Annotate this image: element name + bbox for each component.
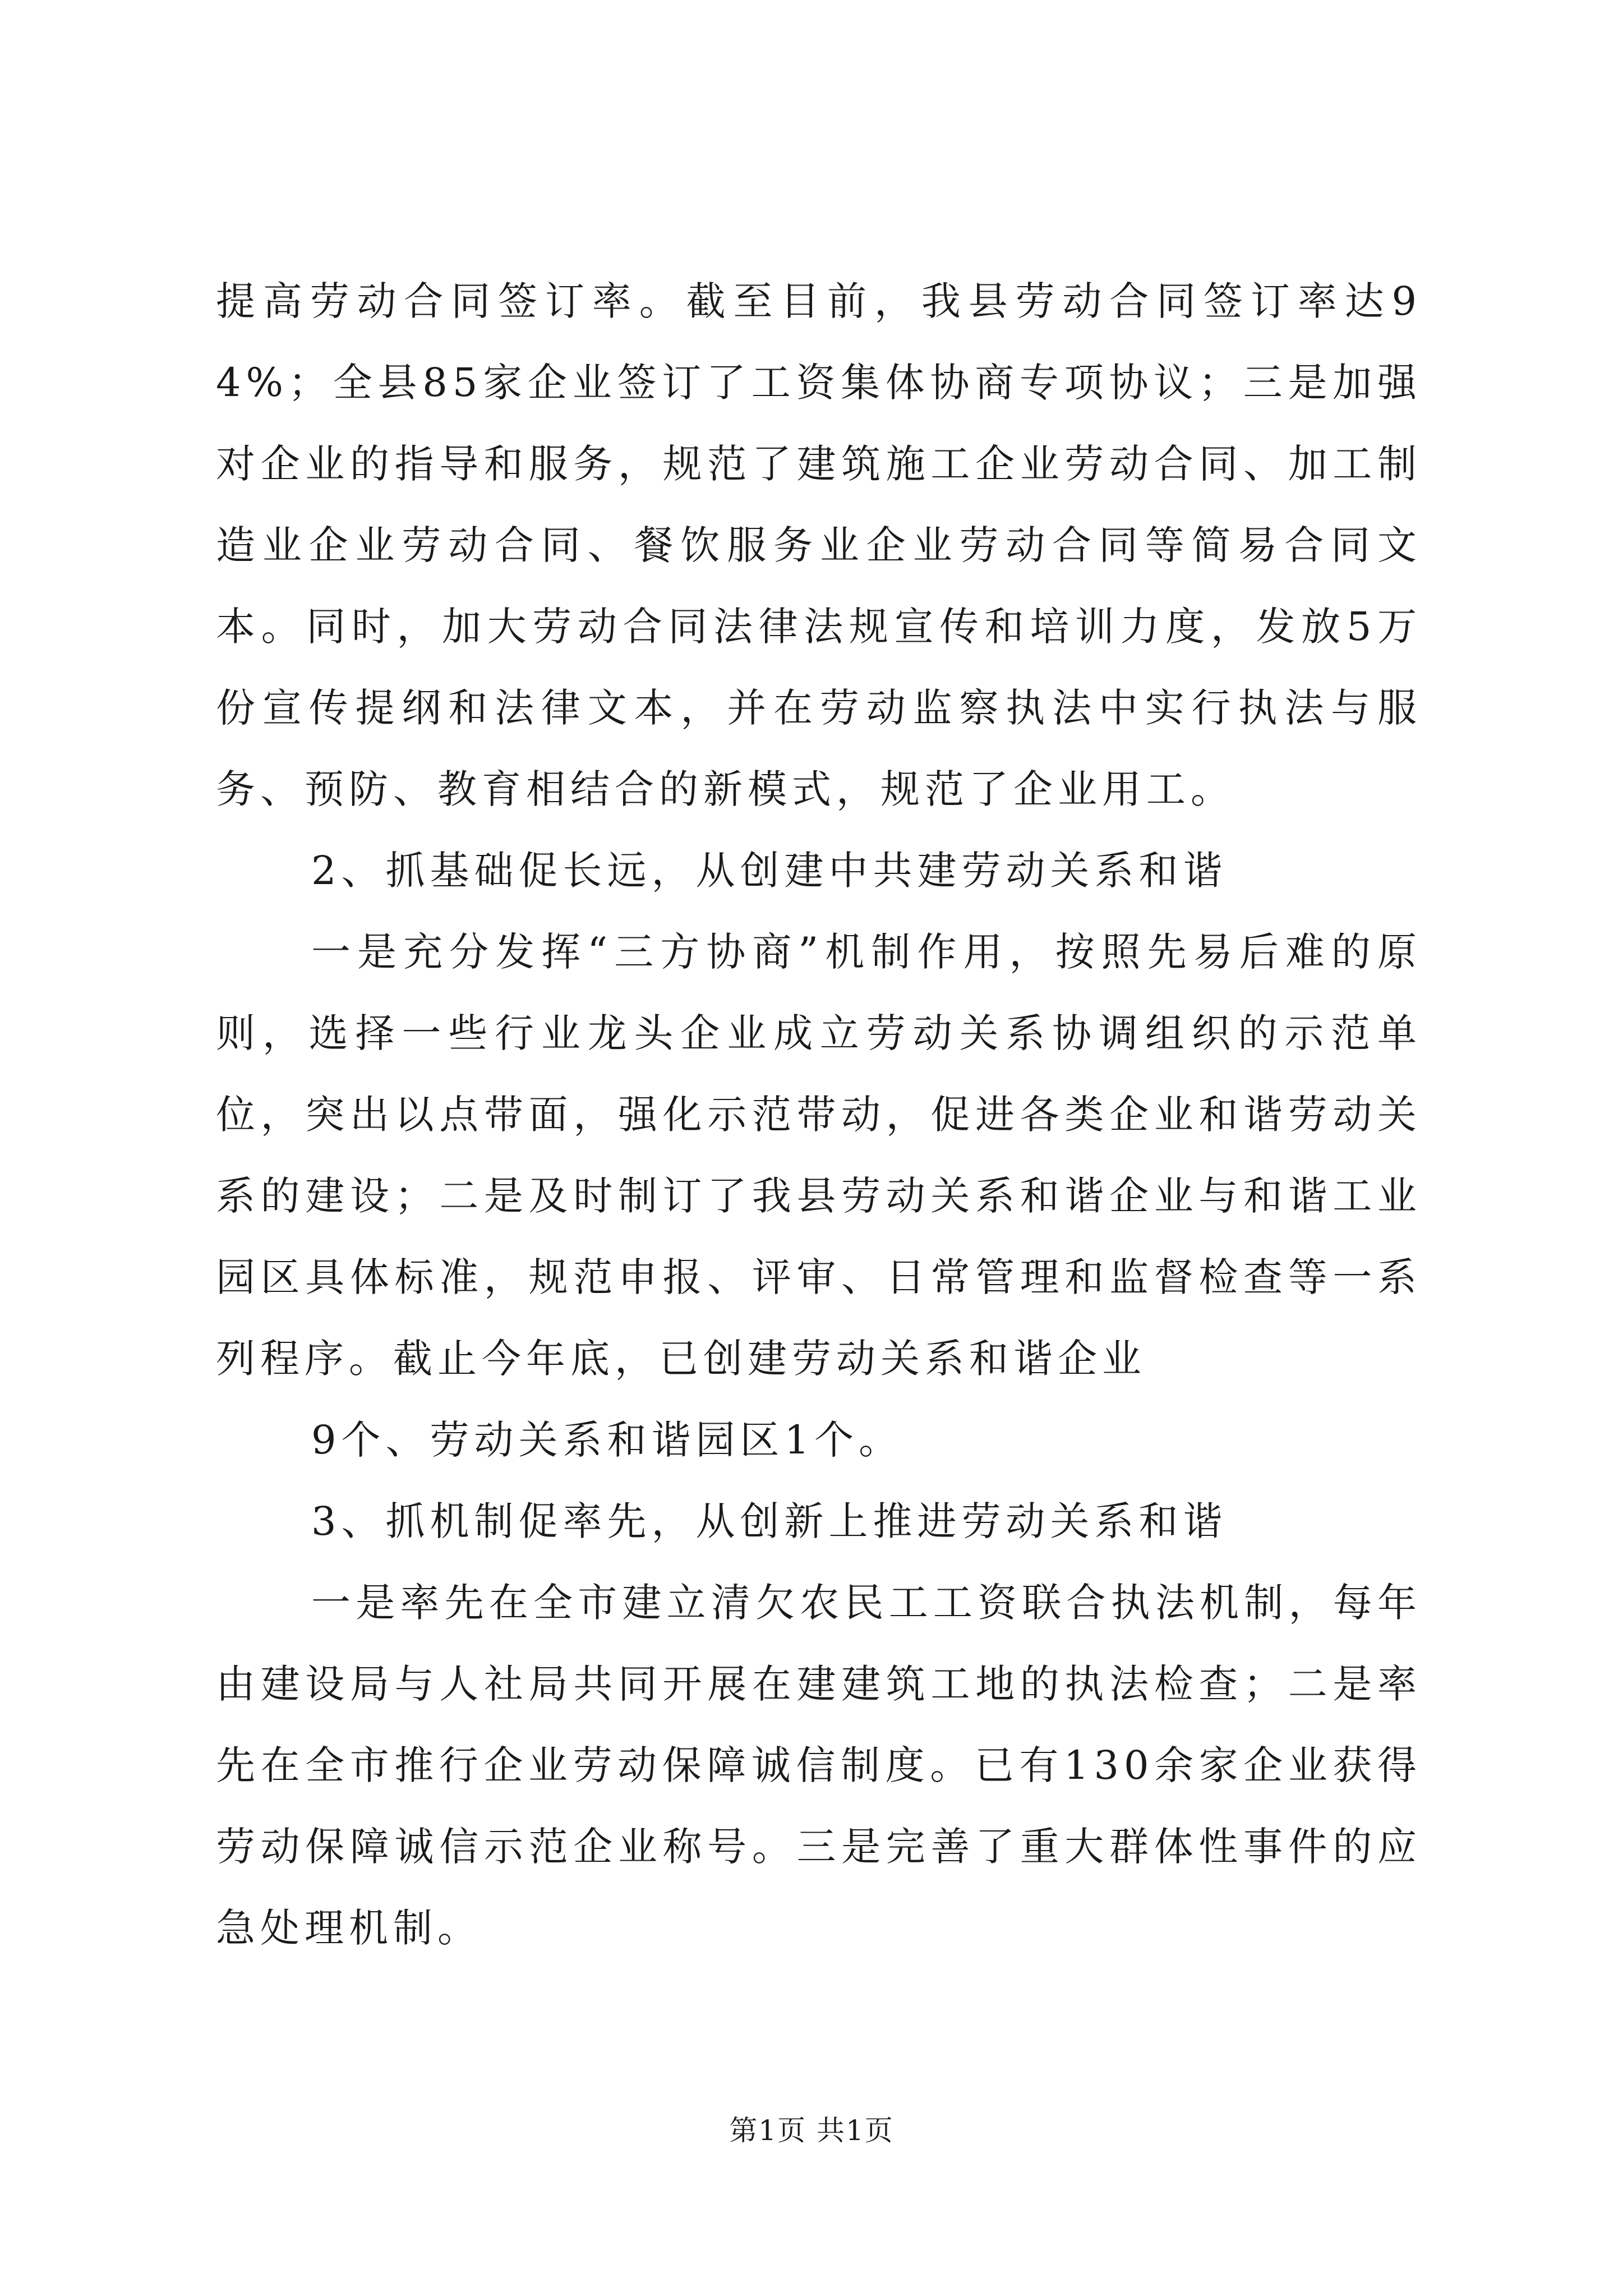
paragraph-tripartite-mechanism: 一是充分发挥“三方协商”机制作用，按照先易后难的原则，选择一些行业龙头企业成立劳动关系协调组织的示范单位，突出以点带面，强化示范带动，促进各类企业和谐劳动关系的建设；二是及时制订了我县劳动关系和谐企业与和谐工业园区具体标准，规范申报、评审、日常管理和监督检查等一系列程序。截止今年底，已创建劳动关系和谐企业: [216, 929, 1422, 1382]
paragraph-contract-rate: 提高劳动合同签订率。截至目前，我县劳动合同签订率达94%；全县85家企业签订了工资集体协商专项协议；三是加强对企业的指导和服务，规范了建筑施工企业劳动合同、加工制造业企业劳动合同、餐饮服务业企业劳动合同等简易合同文本。同时，加大劳动合同法律法规宣传和培训力度，发放5万份宣传提纲和法律文本，并在劳动监察执法中实行执法与服务、预防、教育相结合的新模式，规范了企业用工。: [216, 278, 1422, 812]
page-footer: 第1页 共1页: [729, 2114, 894, 2147]
section-heading-2: 2、抓基础促长远，从创建中共建劳动关系和谐: [311, 848, 1228, 894]
document-body: [216, 261, 1422, 1969]
paragraph-innovation-mechanism: 一是率先在全市建立清欠农民工工资联合执法机制，每年由建设局与人社局共同开展在建建筑工地的执法检查；二是率先在全市推行企业劳动保障诚信制度。已有130余家企业获得劳动保障诚信示范企业称号。三是完善了重大群体性事件的应急处理机制。: [216, 1580, 1422, 1951]
paragraph-harmony-count: 9个、劳动关系和谐园区1个。: [311, 1417, 903, 1463]
section-heading-3: 3、抓机制促率先，从创新上推进劳动关系和谐: [311, 1498, 1228, 1544]
